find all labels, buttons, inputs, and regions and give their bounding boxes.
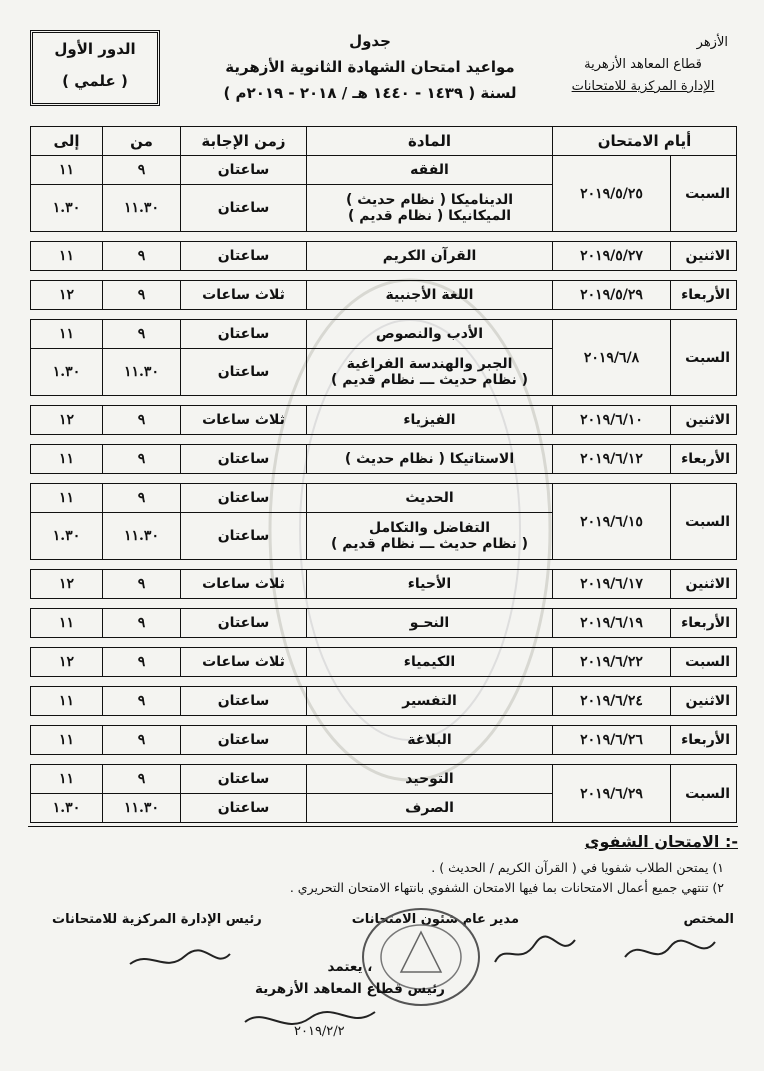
exam-date: ٢٠١٩/٥/٢٥ [553,156,671,232]
col-to: إلى [31,127,103,156]
issuer-line-2: قطاع المعاهد الأزهرية [584,57,702,72]
col-exam-days: أيام الامتحان [553,127,737,156]
from-cell: ٩ [103,156,181,185]
duration-cell: ساعتان [181,794,307,823]
to-cell: ١١ [31,765,103,794]
to-cell: ١.٣٠ [31,349,103,396]
table-row [31,648,737,677]
exam-day: السبت [671,765,737,823]
gap-cell [31,310,737,320]
sig-general-manager: مدير عام شئون الامتحانات [351,912,519,927]
subject-note: ( نظام حديث ـــ نظام قديم ) [331,372,528,388]
gap-cell [31,232,737,242]
row-gap [31,755,737,765]
table-row [31,765,737,794]
document-title [200,28,540,106]
subject-cell [307,242,553,271]
subject-cell [307,570,553,599]
duration-cell: ساعتان [181,609,307,638]
subject-name: البلاغة [407,732,452,748]
to-cell: ١١ [31,242,103,271]
subject-name: الديناميكا ( نظام حديث ) [345,192,514,208]
exam-day: الأربعاء [671,445,737,474]
col-from: من [103,127,181,156]
col-duration: زمن الإجابة [181,127,307,156]
exam-day: الاثنين [671,242,737,271]
table-row [31,609,737,638]
duration-cell: ثلاث ساعات [181,281,307,310]
row-gap [31,677,737,687]
duration-cell: ساعتان [181,484,307,513]
gap-cell [31,435,737,445]
subject-cell [307,687,553,716]
subject-name: الصرف [405,800,454,816]
exam-date: ٢٠١٩/٦/٢٤ [553,687,671,716]
table-row [31,242,737,271]
issuer-line-3: الإدارة المركزية للامتحانات [571,79,715,94]
table-row [31,156,737,185]
from-cell: ٩ [103,726,181,755]
to-cell: ١١ [31,320,103,349]
subject-cell [307,349,553,396]
subject-name: التفسير [402,693,457,709]
from-cell: ١١.٣٠ [103,349,181,396]
subject-cell [307,765,553,794]
duration-cell: ثلاث ساعات [181,570,307,599]
row-gap [31,474,737,484]
from-cell: ٩ [103,320,181,349]
approver-title: رئيس قطاع المعاهد الأزهرية [255,981,445,997]
col-subject: المادة [307,127,553,156]
signature-scribble-1 [620,932,720,972]
table-row [31,484,737,513]
gap-cell [31,716,737,726]
from-cell: ٩ [103,687,181,716]
exam-day: الاثنين [671,687,737,716]
exam-date: ٢٠١٩/٦/٨ [553,320,671,396]
subject-cell [307,484,553,513]
gap-cell [31,677,737,687]
subject-name: القرآن الكريم [382,248,477,264]
to-cell: ١١ [31,726,103,755]
from-cell: ١١.٣٠ [103,794,181,823]
signature-scribble-2 [490,932,580,972]
subject-name: الفقه [410,162,449,178]
subject-note: الميكانيكا ( نظام قديم ) [347,208,512,224]
exam-date: ٢٠١٩/٥/٢٩ [553,281,671,310]
subject-cell [307,320,553,349]
exam-date: ٢٠١٩/٦/١٠ [553,406,671,435]
oral-exam-title: الامتحان الشفوى :- [584,832,738,851]
duration-cell: ساعتان [181,445,307,474]
duration-cell: ثلاث ساعات [181,648,307,677]
duration-cell: ساعتان [181,726,307,755]
exam-date: ٢٠١٩/٦/٢٢ [553,648,671,677]
table-row [31,726,737,755]
duration-cell: ساعتان [181,242,307,271]
table-row [31,281,737,310]
issuer-block [548,32,738,98]
title-line-2: مواعيد امتحان الشهادة الثانوية الأزهرية [225,58,515,76]
subject-cell [307,445,553,474]
round-label: الدور الأول [54,40,136,58]
exam-day: الأربعاء [671,726,737,755]
approve-label: يعتمد ، [327,959,373,975]
exam-day: الاثنين [671,406,737,435]
table-row [31,570,737,599]
from-cell: ٩ [103,765,181,794]
row-gap [31,560,737,570]
from-cell: ٩ [103,484,181,513]
sig-specialist: المختص [683,912,734,927]
table-header-row [31,127,737,156]
gap-cell [31,560,737,570]
exam-date: ٢٠١٩/٥/٢٧ [553,242,671,271]
exam-date: ٢٠١٩/٦/١٧ [553,570,671,599]
from-cell: ٩ [103,406,181,435]
sig-central-head: رئيس الإدارة المركزية للامتحانات [52,912,262,927]
from-cell: ٩ [103,648,181,677]
from-cell: ٩ [103,281,181,310]
gap-cell [31,755,737,765]
oral-note-1: ١) يمتحن الطلاب شفويا في ( القرآن الكريم / الحديث ) . [431,860,724,875]
duration-cell: ساعتان [181,156,307,185]
gap-cell [31,599,737,609]
approval-block [240,956,460,1000]
from-cell: ١١.٣٠ [103,185,181,232]
table-row [31,445,737,474]
subject-name: الأحياء [407,576,452,592]
table-row [31,687,737,716]
duration-cell: ثلاث ساعات [181,406,307,435]
row-gap [31,232,737,242]
row-gap [31,599,737,609]
subject-name: الفيزياء [403,412,456,428]
exam-day: السبت [671,648,737,677]
table-row [31,320,737,349]
subject-name: الاستاتيكا ( نظام حديث ) [344,451,515,467]
duration-cell: ساعتان [181,513,307,560]
exam-date: ٢٠١٩/٦/١٩ [553,609,671,638]
to-cell: ١١ [31,484,103,513]
subject-cell [307,281,553,310]
row-gap [31,396,737,406]
subject-cell [307,609,553,638]
to-cell: ١٢ [31,281,103,310]
exam-day: السبت [671,156,737,232]
from-cell: ٩ [103,445,181,474]
from-cell: ٩ [103,609,181,638]
to-cell: ١٢ [31,570,103,599]
subject-cell [307,794,553,823]
subject-name: التوحيد [405,771,454,787]
exam-schedule-table [30,126,737,823]
title-line-3: لسنة ( ١٤٣٩ - ١٤٤٠ هـ / ٢٠١٨ - ٢٠١٩م ) [223,84,517,102]
gap-cell [31,638,737,648]
duration-cell: ساعتان [181,349,307,396]
gap-cell [31,396,737,406]
exam-date: ٢٠١٩/٦/١٥ [553,484,671,560]
issuer-line-1: الأزهر [696,35,728,50]
exam-date: ٢٠١٩/٦/١٢ [553,445,671,474]
subject-name: النحـو [409,615,450,631]
row-gap [31,310,737,320]
divider [28,826,738,827]
table-row [31,406,737,435]
subject-cell [307,726,553,755]
duration-cell: ساعتان [181,320,307,349]
exam-date: ٢٠١٩/٦/٢٩ [553,765,671,823]
subject-name: الأدب والنصوص [375,326,484,342]
to-cell: ١.٣٠ [31,794,103,823]
exam-day: السبت [671,484,737,560]
row-gap [31,716,737,726]
signature-scribble-3 [125,944,235,980]
to-cell: ١١ [31,609,103,638]
subject-name: الجبر والهندسة الفراغية [346,356,513,372]
gap-cell [31,474,737,484]
gap-cell [31,271,737,281]
subject-cell [307,406,553,435]
subject-cell [307,156,553,185]
from-cell: ٩ [103,570,181,599]
subject-name: الحديث [405,490,454,506]
round-box [30,30,160,106]
row-gap [31,271,737,281]
exam-day: الأربعاء [671,281,737,310]
subject-name: التفاضل والتكامل [368,520,491,536]
oral-exam-notes [64,858,724,898]
subject-name: اللغة الأجنبية [385,287,474,303]
exam-day: الأربعاء [671,609,737,638]
duration-cell: ساعتان [181,765,307,794]
branch-label: ( علمي ) [62,72,128,90]
subject-cell [307,648,553,677]
exam-date: ٢٠١٩/٦/٢٦ [553,726,671,755]
exam-day: السبت [671,320,737,396]
to-cell: ١١ [31,156,103,185]
row-gap [31,638,737,648]
subject-note: ( نظام حديث ـــ نظام قديم ) [331,536,528,552]
to-cell: ١.٣٠ [31,185,103,232]
oral-note-2: ٢) تنتهي جميع أعمال الامتحانات بما فيها الامتحان الشفوي بانتهاء الامتحان التحريري . [289,880,724,895]
to-cell: ١١ [31,687,103,716]
to-cell: ١.٣٠ [31,513,103,560]
handwritten-date: ٢٠١٩/٢/٢ [294,1024,345,1039]
row-gap [31,435,737,445]
duration-cell: ساعتان [181,185,307,232]
subject-cell [307,513,553,560]
title-line-1: جدول [349,32,391,50]
exam-day: الاثنين [671,570,737,599]
from-cell: ٩ [103,242,181,271]
subject-cell [307,185,553,232]
duration-cell: ساعتان [181,687,307,716]
to-cell: ١١ [31,445,103,474]
from-cell: ١١.٣٠ [103,513,181,560]
to-cell: ١٢ [31,648,103,677]
subject-name: الكيمياء [403,654,456,670]
to-cell: ١٢ [31,406,103,435]
